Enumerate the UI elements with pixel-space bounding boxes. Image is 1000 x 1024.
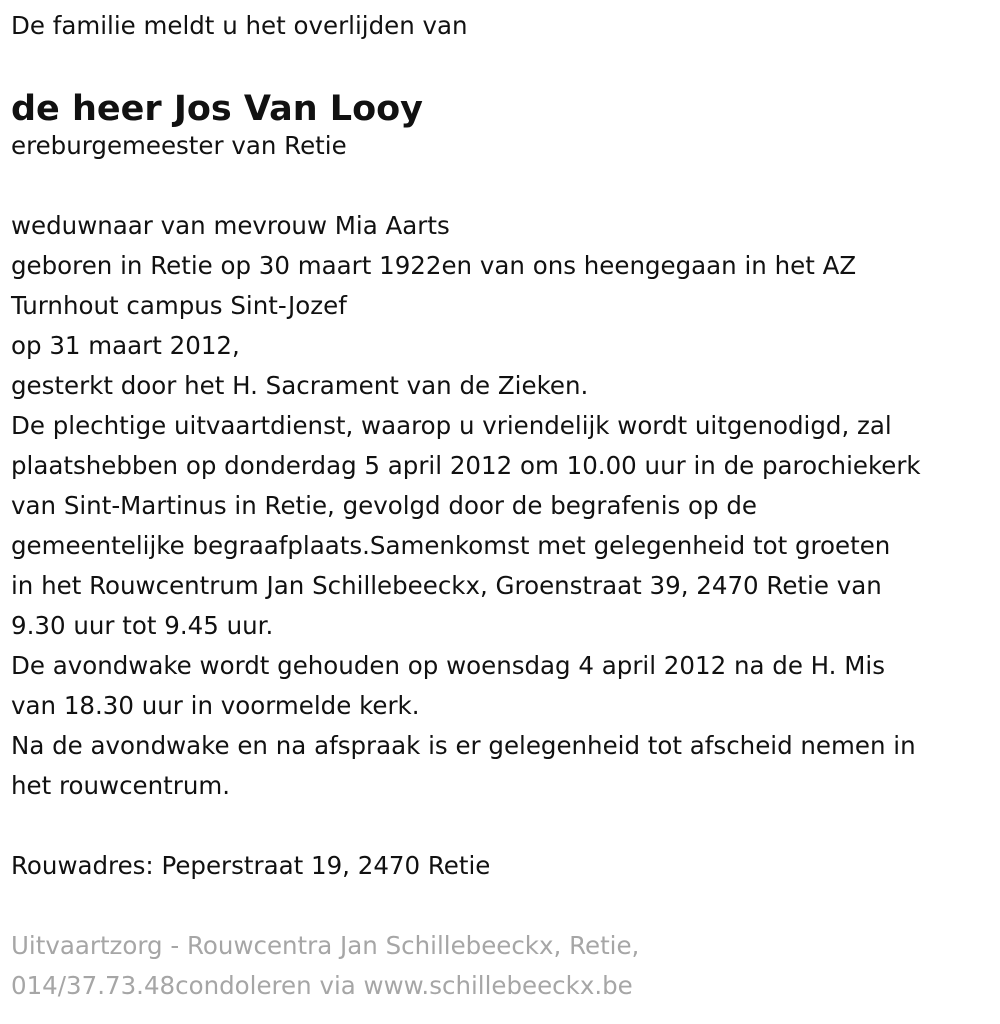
detail-line: plaatshebben op donderdag 5 april 2012 om 10.00 uur in de parochiekerk: [11, 451, 921, 480]
spacer: [11, 806, 996, 846]
detail-line: Na de avondwake en na afspraak is er gelegenheid tot afscheid nemen in: [11, 731, 916, 760]
funeral-home-footer: [11, 926, 996, 1006]
detail-line: De plechtige uitvaartdienst, waarop u vriendelijk wordt uitgenodigd, zal: [11, 411, 892, 440]
detail-line: op 31 maart 2012,: [11, 331, 240, 360]
deceased-name: de heer Jos Van Looy: [11, 89, 424, 129]
detail-line: van Sint-Martinus in Retie, gevolgd door de begrafenis op de: [11, 491, 758, 520]
detail-line: weduwnaar van mevrouw Mia Aarts: [11, 211, 450, 240]
detail-line: 9.30 uur tot 9.45 uur.: [11, 611, 274, 640]
detail-line: van 18.30 uur in voormelde kerk.: [11, 691, 420, 720]
rouwadres: Rouwadres: Peperstraat 19, 2470 Retie: [11, 851, 491, 880]
detail-line: geboren in Retie op 30 maart 1922en van ons heengegaan in het AZ: [11, 251, 857, 280]
spacer: [11, 886, 996, 926]
footer-line-2: 014/37.73.48condoleren via www.schillebeeckx.be: [11, 971, 633, 1000]
detail-line: gesterkt door het H. Sacrament van de Zieken.: [11, 371, 589, 400]
detail-line: De avondwake wordt gehouden op woensdag 4 april 2012 na de H. Mis: [11, 651, 885, 680]
footer-line-1: Uitvaartzorg - Rouwcentra Jan Schillebeeckx, Retie,: [11, 931, 640, 960]
obituary-details: [11, 206, 996, 806]
detail-line: in het Rouwcentrum Jan Schillebeeckx, Groenstraat 39, 2470 Retie van: [11, 571, 882, 600]
spacer: [11, 166, 996, 206]
obituary-notice: [11, 0, 996, 1006]
intro-text: De familie meldt u het overlijden van: [11, 11, 468, 40]
detail-line: Turnhout campus Sint-Jozef: [11, 291, 347, 320]
deceased-title: ereburgemeester van Retie: [11, 131, 347, 160]
detail-line: gemeentelijke begraafplaats.Samenkomst met gelegenheid tot groeten: [11, 531, 891, 560]
detail-line: het rouwcentrum.: [11, 771, 231, 800]
